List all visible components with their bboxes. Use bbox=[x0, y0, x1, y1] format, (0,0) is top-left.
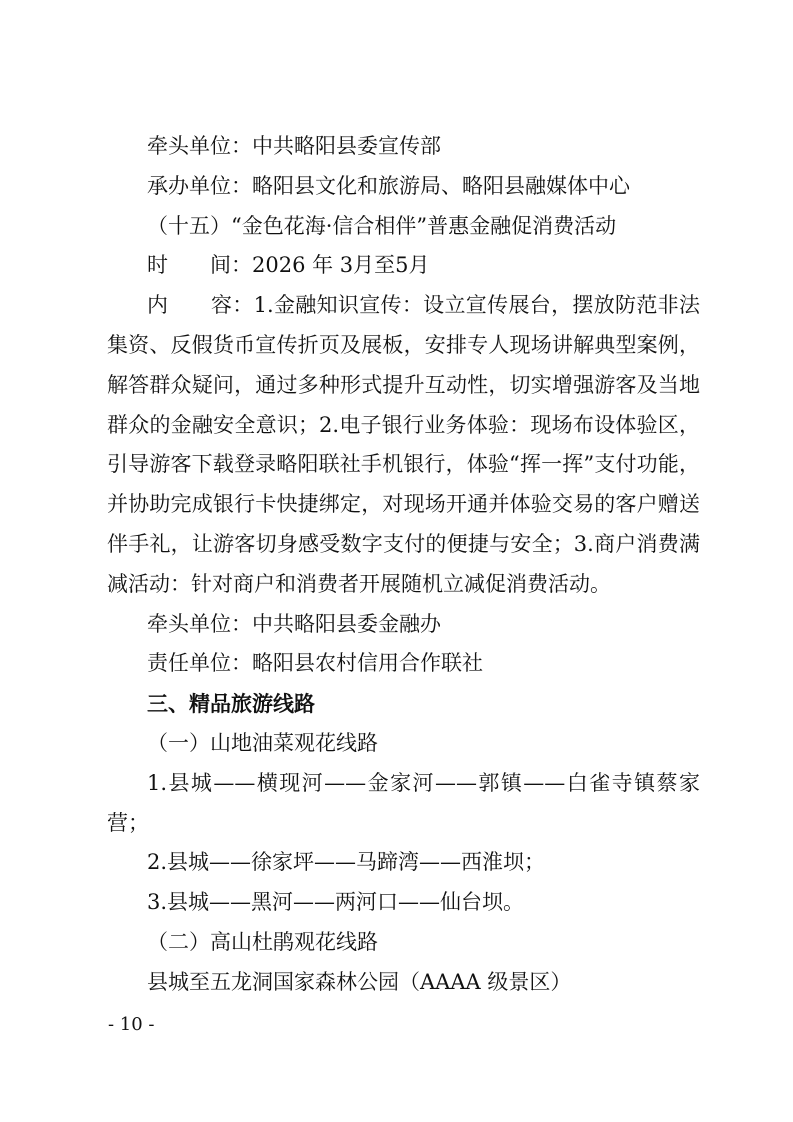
activity-15-content-line: 减活动：针对商户和消费者开展随机立减促消费活动。 bbox=[107, 571, 611, 596]
activity-15-content-line: 引导游客下载登录略阳联社手机银行，体验“挥一挥”支付功能， bbox=[107, 452, 700, 477]
page-number: - 10 - bbox=[108, 1014, 155, 1035]
route-1-line: 营； bbox=[107, 810, 149, 835]
document-body bbox=[0, 127, 793, 1003]
activity-15-responsible-unit: 责任单位：略阳县农村信用合作联社 bbox=[147, 651, 483, 676]
activity-15-content-line: 伴手礼，让游客切身感受数字支付的便捷与安全；3.商户消费满 bbox=[107, 531, 700, 556]
activity-15-content-line: 内 容：1.金融知识宣传：设立宣传展台，摆放防范非法 bbox=[147, 293, 700, 318]
route-1-line: 2.县城——徐家坪——马蹄湾——西淮坝； bbox=[147, 850, 546, 875]
prev-organizer: 承办单位：略阳县文化和旅游局、略阳县融媒体中心 bbox=[147, 173, 630, 198]
prev-lead-unit: 牵头单位：中共略阳县委宣传部 bbox=[147, 134, 441, 158]
route-2-title: （二）高山杜鹃观花线路 bbox=[147, 929, 378, 954]
route-2-line: 县城至五龙洞国家森林公园（AAAA 级景区） bbox=[147, 969, 572, 994]
route-1-title: （一）山地油菜观花线路 bbox=[147, 730, 378, 755]
activity-15-time: 时 间：2026 年 3月至5月 bbox=[147, 253, 430, 278]
activity-15-content-line: 并协助完成银行卡快捷绑定，对现场开通并体验交易的客户赠送 bbox=[107, 492, 700, 517]
activity-15-content-line: 群众的金融安全意识；2.电子银行业务体验：现场布设体验区， bbox=[107, 412, 700, 437]
activity-15-content-line: 解答群众疑问，通过多种形式提升互动性，切实增强游客及当地 bbox=[107, 372, 700, 397]
activity-15-lead-unit: 牵头单位：中共略阳县委金融办 bbox=[147, 611, 441, 636]
section-3-heading: 三、精品旅游线路 bbox=[147, 691, 315, 717]
activity-15-title: （十五）“金色花海·信合相伴”普惠金融促消费活动 bbox=[147, 213, 617, 238]
activity-15-content-line: 集资、反假货币宣传折页及展板，安排专人现场讲解典型案例， bbox=[107, 332, 700, 357]
route-1-line: 1.县城——横现河——金家河——郭镇——白雀寺镇蔡家 bbox=[147, 770, 700, 795]
route-1-line: 3.县城——黑河——两河口——仙台坝。 bbox=[147, 890, 525, 915]
